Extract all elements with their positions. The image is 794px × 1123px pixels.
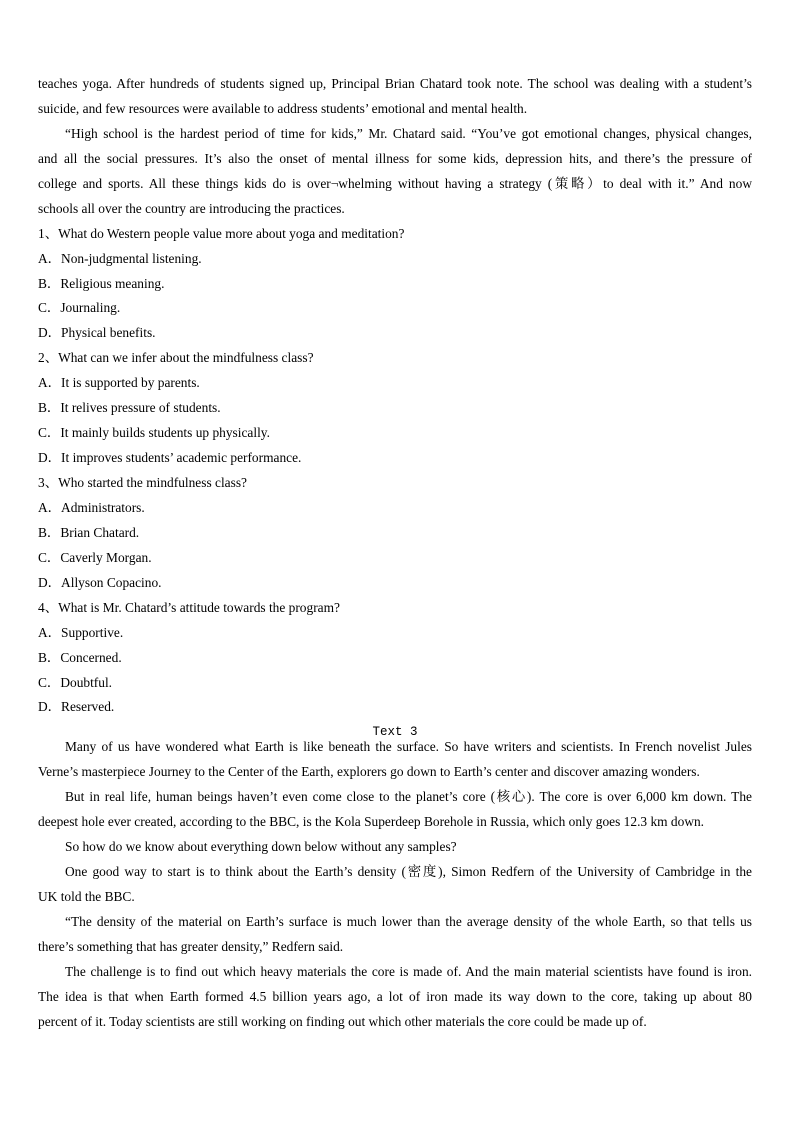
paragraph-line: But in real life, human beings haven’t even come close to the planet’s core (核心). The core is over 6,000 km down. The [65, 789, 752, 805]
answer-option: B．Concerned. [38, 649, 122, 665]
paragraph-line: Verne’s masterpiece Journey to the Center of the Earth, explorers go down to Earth’s center and discover amazing wonders. [38, 764, 700, 780]
paragraph-line: Many of us have wondered what Earth is like beneath the surface. So have writers and scientists. In French novelist Jules [65, 739, 752, 755]
paragraph-line: suicide, and few resources were available to address students’ emotional and mental health. [38, 100, 528, 116]
paragraph-line: college and sports. All these things kids do is over¬whelming without having a strategy (策略）to deal with it.” And now [38, 175, 752, 191]
answer-option: B．Brian Chatard. [38, 524, 140, 540]
paragraph-line: So how do we know about everything down below without any samples? [65, 839, 457, 855]
paragraph-line: UK told the BBC. [38, 888, 135, 904]
answer-option: C．Caverly Morgan. [38, 549, 152, 565]
paragraph-line: “The density of the material on Earth’s surface is much lower than the average density of the whole Earth, so that tells us [65, 913, 752, 929]
question-stem: 2、What can we infer about the mindfulness class? [38, 350, 314, 366]
answer-option: B．Religious meaning. [38, 275, 165, 291]
document-page [38, 72, 752, 1035]
paragraph-line: schools all over the country are introducing the practices. [38, 200, 345, 216]
paragraph-line: there’s something that has greater density,” Redfern said. [38, 938, 344, 954]
question-stem: 3、Who started the mindfulness class? [38, 475, 247, 490]
answer-option: C．Journaling. [38, 300, 121, 316]
answer-option: C．Doubtful. [38, 674, 113, 690]
paragraph-line: teaches yoga. After hundreds of students signed up, Principal Brian Chatard took note. The school was dealing with a student’s [38, 76, 752, 91]
paragraph-line: and all the social pressures. It’s also the onset of mental illness for some kids, depression hits, and there’s the pressure of [38, 150, 752, 166]
section-title: Text 3 [372, 725, 418, 740]
paragraph-line: The challenge is to find out which heavy materials the core is made of. And the main material scientists have found is iron. [65, 963, 752, 979]
paragraph-line: percent of it. Today scientists are still working on finding out which other materials the core could be made up of. [38, 1013, 647, 1029]
answer-option: B．It relives pressure of students. [38, 400, 221, 416]
answer-option: C．It mainly builds students up physically. [38, 425, 270, 441]
answer-option: A．It is supported by parents. [38, 375, 200, 391]
answer-option: A．Administrators. [38, 499, 145, 515]
paragraph-line: One good way to start is to think about the Earth’s density (密度), Simon Redfern of the University of Cambridge in the [65, 864, 752, 879]
answer-option: A．Non-judgmental listening. [38, 250, 202, 266]
answer-option: D．Reserved. [38, 699, 115, 715]
answer-option: A．Supportive. [38, 624, 124, 640]
paragraph-line: “High school is the hardest period of time for kids,” Mr. Chatard said. “You’ve got emotional changes, physical changes, [65, 125, 752, 141]
answer-option: D．Allyson Copacino. [38, 574, 162, 590]
answer-option: D．It improves students’ academic performance. [38, 450, 302, 466]
paragraph-line: deepest hole ever created, according to the BBC, is the Kola Superdeep Borehole in Russia, which only goes 12.3 km down. [38, 814, 705, 830]
answer-option: D．Physical benefits. [38, 325, 156, 341]
question-stem: 4、What is Mr. Chatard’s attitude towards the program? [38, 599, 340, 615]
question-stem: 1、What do Western people value more about yoga and meditation? [38, 225, 405, 241]
paragraph-line: The idea is that when Earth formed 4.5 billion years ago, a lot of iron made its way down to the core, taking up about 80 [38, 988, 752, 1004]
